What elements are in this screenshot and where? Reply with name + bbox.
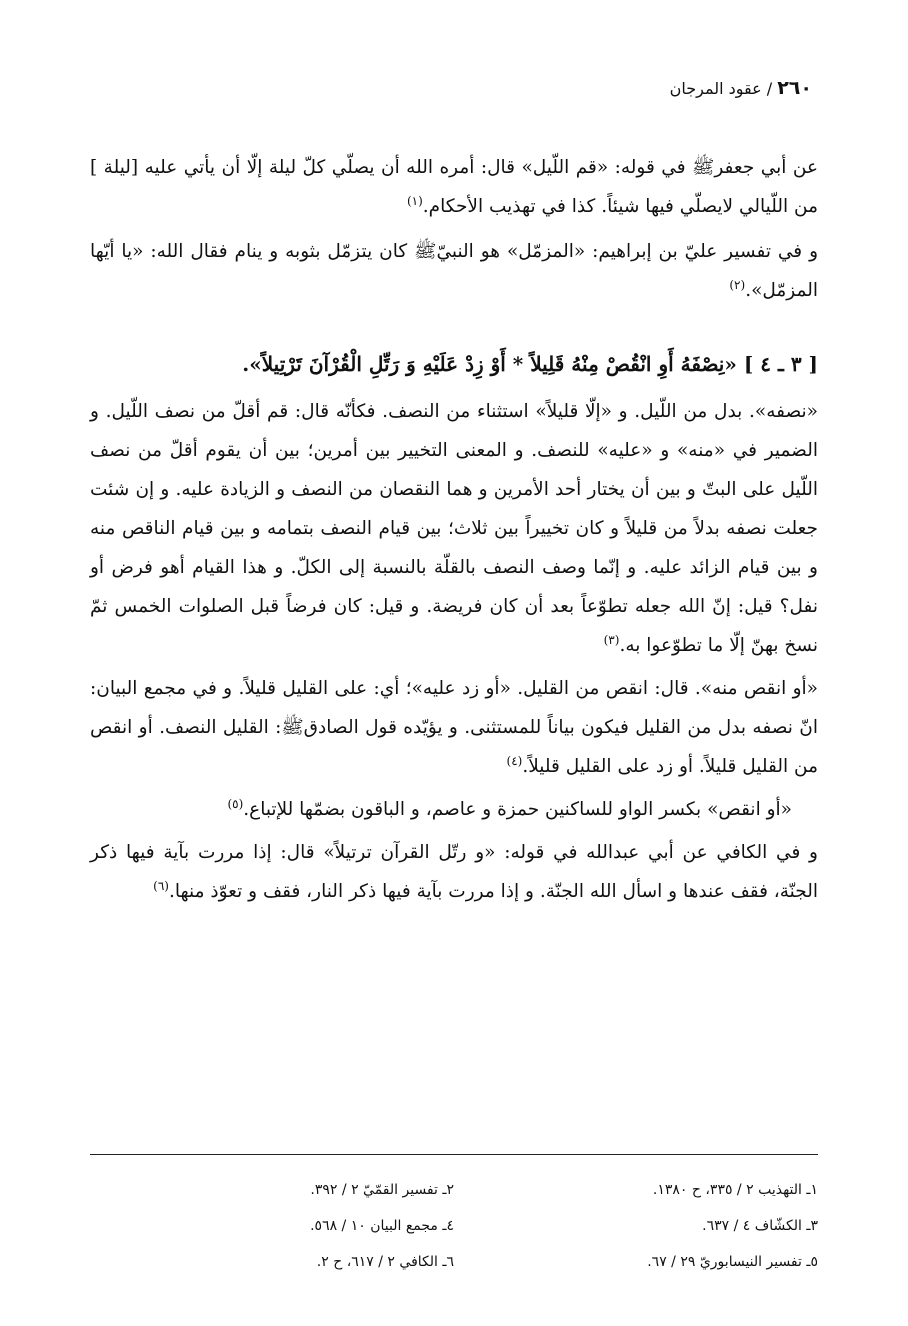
book-title: عقود المرجان — [669, 79, 762, 98]
footnote-6: ٦ـ الكافي ٢ / ٦١٧، ح ٢. — [316, 1254, 454, 1270]
footnote-ref-2: (٢) — [729, 277, 746, 292]
footnote-5: ٥ـ تفسير النيسابوريّ ٢٩ / ٦٧. — [647, 1254, 818, 1270]
paragraph-2 — [90, 232, 818, 310]
paragraph-3-text: «نصفه». بدل من اللّيل. و «إلّا قليلاً» استثناء من النصف. فكأنّه قال: قم أقلّ من نصف اللّيل. و الضمير في «منه» و «عليه» للنصف. و المعنى التخيير بين أمرين؛ بين أن يقوم أقلّ من نصف اللّيل على البتّ و بين أن يختار أحد الأمرين و هما النقصان من النصف و الزيادة عليه. و إن شئت جعلت نصفه بدلاً من قليلاً و كان تخييراً بين ثلاث؛ بين قيام النصف بتمامه و بين قيام الناقص منه و بين قيام الزائد عليه. و إنّما وصف النصف بالقلّة بالنسبة إلى الكلّ. و هذا القيام أهو فرض أو نفل؟ قيل: إنّ الله جعله تطوّعاً بعد أن كان فريضة. و قيل: كان فرضاً قبل الصلوات الخمس ثمّ نسخ بهنّ إلّا ما تطوّعوا به. — [90, 401, 818, 656]
paragraph-3 — [90, 392, 818, 665]
paragraph-2-text: و في تفسير عليّ بن إبراهيم: «المزمّل» هو النبيّﷺ كان يتزمّل بثوبه و ينام فقال الله: «يا أيّها المزمّل». — [90, 241, 818, 301]
paragraph-5 — [90, 790, 818, 829]
footnote-4: ٤ـ مجمع البيان ١٠ / ٥٦٨. — [310, 1218, 454, 1234]
paragraph-4-text: «أو انقص منه». قال: انقص من القليل. «أو زد عليه»؛ أي: على القليل قليلاً. و في مجمع البيان: انّ نصفه بدل من القليل فيكون بياناً للمستثنى. و يؤيّده قول الصادقﷺ: القليل النصف. أو انقص من القليل قليلاً. أو زد على القليل قليلاً. — [90, 678, 818, 777]
paragraph-6 — [90, 833, 818, 911]
footnote-ref-1: (١) — [406, 193, 423, 208]
footnote-2: ٢ـ تفسير القمّيّ ٢ / ٣٩٢. — [310, 1182, 454, 1198]
page-number: ٢٦٠ — [777, 77, 812, 99]
paragraph-1 — [90, 148, 818, 226]
main-text — [90, 148, 818, 911]
verse-heading: [ ٣ ـ ٤ ] «نِصْفَهُ أَوِ انْقُصْ مِنْهُ قَلِيلاً * أَوْ زِدْ عَلَيْهِ وَ رَتِّلِ الْقُرْآنَ تَرْتِيلاً». — [242, 352, 818, 376]
paragraph-6-text: و في الكافي عن أبي عبدالله في قوله: «و رتّل القرآن ترتيلاً» قال: إذا مررت بآية فيها ذكر الجنّة، فقف عندها و اسأل الله الجنّة. و إذا مررت بآية فيها ذكر النار، فقف و تعوّذ منها. — [90, 842, 818, 902]
footnote-1: ١ـ التهذيب ٢ / ٣٣٥، ح ١٣٨٠. — [652, 1182, 818, 1198]
footnote-ref-6: (٦) — [153, 878, 169, 893]
footnote-3: ٣ـ الكشّاف ٤ / ٦٣٧. — [702, 1218, 818, 1234]
running-header — [670, 76, 812, 101]
paragraph-5-text: «أو انقص» بكسر الواو للساكنين حمزة و عاصم، و الباقون بضمّها للإتباع. — [243, 799, 792, 820]
footnote-ref-5: (٥) — [227, 796, 244, 811]
paragraph-4 — [90, 669, 818, 786]
paragraph-1-text: عن أبي جعفرﷺ في قوله: «قم اللّيل» قال: أمره الله أن يصلّي كلّ ليلة إلّا أن يأتي عليه [ليلة ] من اللّيالي لايصلّي فيها شيئاً. كذا في تهذيب الأحكام. — [90, 157, 818, 217]
footnote-ref-3: (٣) — [603, 632, 620, 647]
header-separator: / — [766, 79, 773, 98]
footnote-ref-4: (٤) — [506, 753, 523, 768]
footnote-divider — [90, 1154, 818, 1155]
footnotes — [90, 1180, 818, 1272]
